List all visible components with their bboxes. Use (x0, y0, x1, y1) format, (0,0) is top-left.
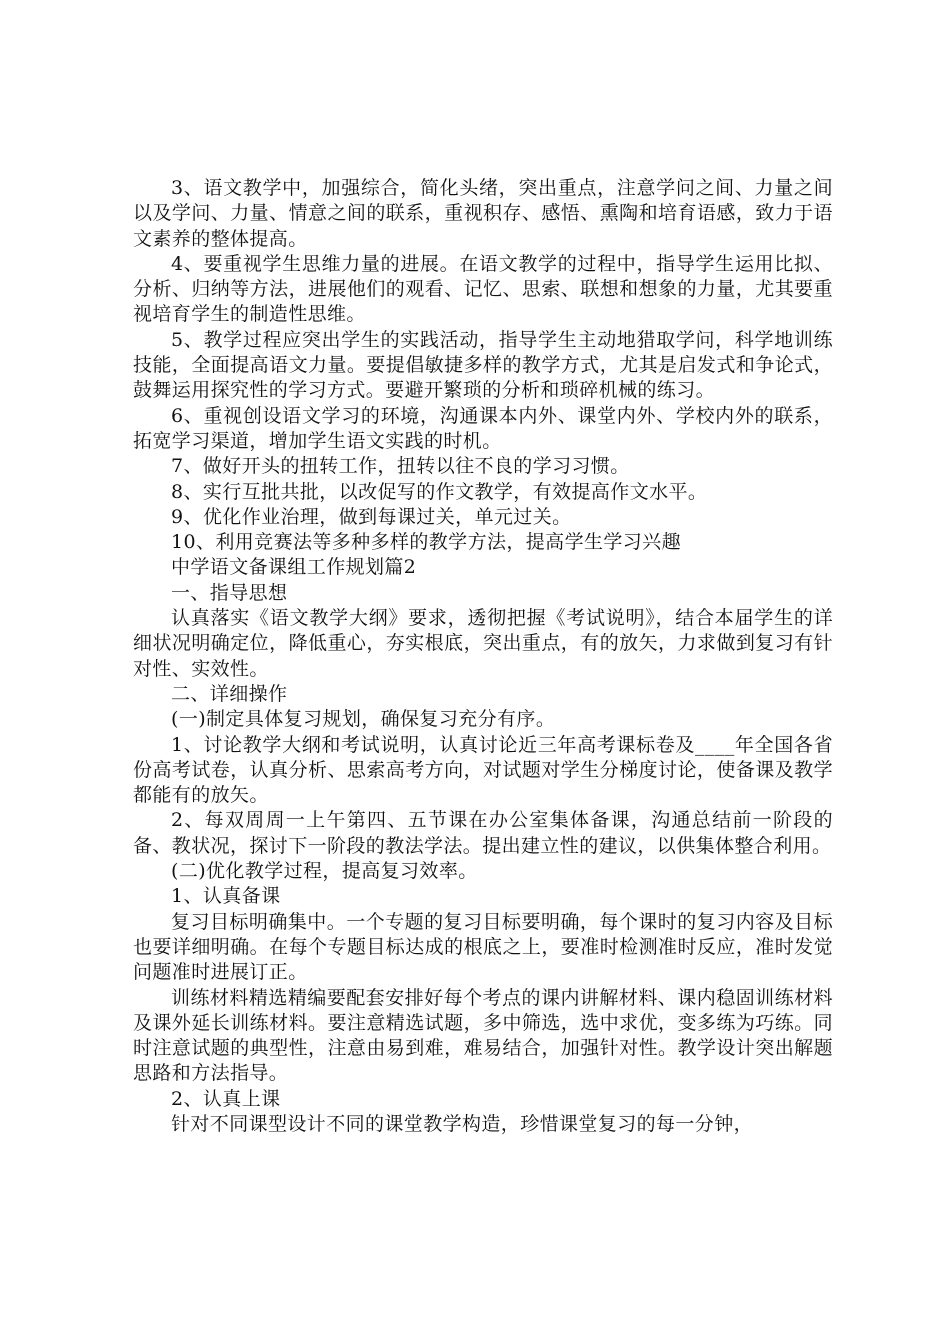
paragraph-guiding-thought: 认真落实《语文教学大纲》要求，透彻把握《考试说明》，结合本届学生的详细状况明确定位，降低重心，夯实根底，突出重点，有的放矢，力求做到复习有针对性、实效性。 (133, 607, 833, 680)
section-title: 中学语文备课组工作规划篇2 (171, 556, 417, 579)
paragraph-plan-item-2: 2、每双周周一上午第四、五节课在办公室集体备课，沟通总结前一阶段的备、教状况，探讨下一阶段的教法学法。提出建立性的建议，以供集体整合利用。 (133, 809, 833, 857)
heading-prepare-lessons: 1、认真备课 (171, 885, 281, 908)
paragraph-item-6: 6、重视创设语文学习的环境，沟通课本内外、课堂内外、学校内外的联系，拓宽学习渠道，增加学生语文实践的时机。 (133, 404, 833, 452)
paragraph-item-8: 8、实行互批共批，以改促写的作文教学，有效提高作文水平。 (171, 480, 708, 503)
subheading-review-plan: (一)制定具体复习规划，确保复习充分有序。 (171, 708, 556, 731)
paragraph-item-10: 10、利用竞赛法等多种多样的教学方法，提高学生学习兴趣 (171, 531, 681, 554)
heading-attend-class: 2、认真上课 (171, 1087, 281, 1110)
paragraph-item-3: 3、语文教学中，加强综合，简化头绪，突出重点，注意学问之间、力量之间以及学问、力量、情意之间的联系，重视积存、感悟、熏陶和培育语感，致力于语文素养的整体提高。 (133, 177, 833, 250)
paragraph-training-materials: 训练材料精选精编要配套安排好每个考点的课内讲解材料、课内稳固训练材料及课外延长训练材料。要注意精选试题，多中筛选，选中求优，变多练为巧练。同时注意试题的典型性，注意由易到难，难易结合，加强针对性。教学设计突出解题思路和方法指导。 (133, 986, 833, 1085)
paragraph-class-structure: 针对不同课型设计不同的课堂教学构造，珍惜课堂复习的每一分钟， (171, 1112, 754, 1135)
paragraph-review-goals: 复习目标明确集中。一个专题的复习目标要明确，每个课时的复习内容及目标也要详细明确。在每个专题目标达成的根底之上，要准时检测准时反应，准时发觉问题准时进展订正。 (133, 910, 833, 984)
subheading-optimize-teaching: (二)优化教学过程，提高复习效率。 (171, 860, 478, 883)
heading-guiding-thought: 一、指导思想 (171, 581, 288, 604)
paragraph-plan-item-1: 1、讨论教学大纲和考试说明，认真讨论近三年高考课标卷及____年全国各省份高考试卷，认真分析、思索高考方向，对试题对学生分梯度讨论，使备课及教学都能有的放矢。 (133, 733, 833, 807)
paragraph-item-7: 7、做好开头的扭转工作，扭转以往不良的学习习惯。 (171, 455, 630, 478)
paragraph-item-4: 4、要重视学生思维力量的进展。在语文教学的过程中，指导学生运用比拟、分析、归纳等方法，进展他们的观看、记忆、思索、联想和想象的力量，尤其要重视培育学生的制造性思维。 (133, 252, 833, 326)
document-body (133, 176, 833, 1137)
paragraph-item-5: 5、教学过程应突出学生的实践活动，指导学生主动地猎取学问，科学地训练技能，全面提高语文力量。要提倡敏捷多样的教学方式，尤其是启发式和争论式，鼓舞运用探究性的学习方式。要避开繁琐的分析和琐碎机械的练习。 (133, 328, 833, 402)
heading-detailed-operation: 二、详细操作 (171, 682, 288, 705)
paragraph-item-9: 9、优化作业治理，做到每课过关，单元过关。 (171, 505, 572, 528)
